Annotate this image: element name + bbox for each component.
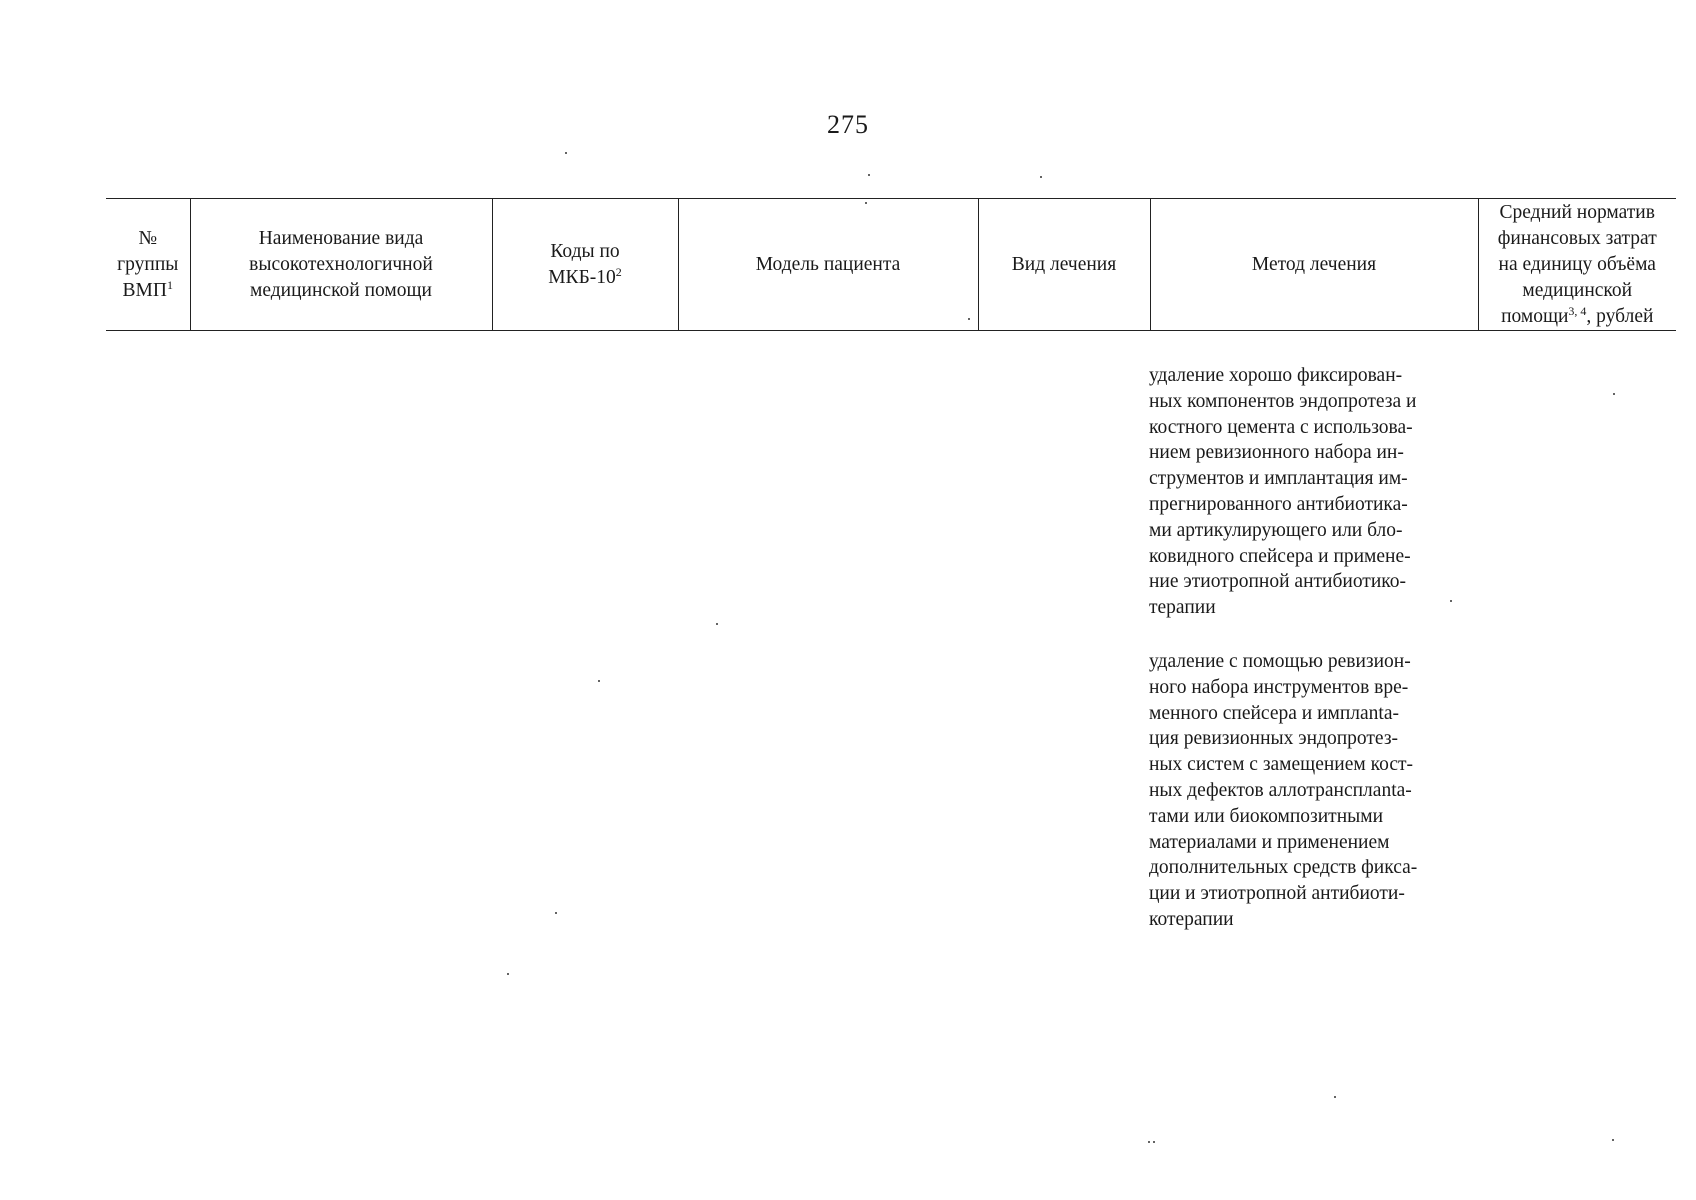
method-line: ние этиотропной антибиотико- bbox=[1149, 571, 1406, 593]
method-line: ми артикулирующего или бло- bbox=[1149, 519, 1403, 541]
scan-speck bbox=[1334, 1096, 1336, 1098]
header-average-cost: Средний норматив финансовых затрат на единицу объёма медицинской помощи$^{3, 4}$, рублей bbox=[1478, 199, 1676, 331]
method-line: ковидного спейсера и примене- bbox=[1149, 545, 1411, 567]
scan-speck bbox=[1612, 1139, 1614, 1141]
method-line: материалами и применением bbox=[1149, 831, 1390, 853]
method-line: ных дефектов аллотрансплanta- bbox=[1149, 779, 1412, 801]
scan-speck bbox=[1613, 393, 1615, 395]
method-line: менного спейсера и имплanta- bbox=[1149, 702, 1399, 724]
method-line: струментов и имплантация им- bbox=[1149, 468, 1408, 490]
scan-speck bbox=[555, 912, 557, 914]
method-line: ция ревизионных эндопротез- bbox=[1149, 728, 1399, 750]
header-group-number: № группы ВМП$^1$ bbox=[106, 199, 190, 331]
scan-speck bbox=[968, 318, 970, 320]
scan-speck bbox=[716, 623, 718, 625]
treatment-method-entry-1 bbox=[1149, 363, 1469, 621]
method-line: ных компонентов эндопротеза и bbox=[1149, 390, 1417, 412]
header-treatment-method: Метод лечения bbox=[1150, 199, 1478, 331]
method-line: прегнированного антибиотика- bbox=[1149, 493, 1408, 515]
scan-speck bbox=[865, 202, 867, 204]
method-line: котерапии bbox=[1149, 908, 1234, 930]
table-header bbox=[106, 198, 1676, 331]
header-icd-codes: Коды по МКБ-$10^2$ bbox=[492, 199, 678, 331]
method-line: ного набора инструментов вре- bbox=[1149, 676, 1409, 698]
scan-speck bbox=[1148, 1141, 1150, 1143]
method-line: удаление хорошо фиксирован- bbox=[1149, 365, 1403, 386]
scan-speck bbox=[1153, 1141, 1155, 1143]
scan-speck bbox=[868, 174, 870, 176]
method-line: костного цемента с использова- bbox=[1149, 416, 1413, 438]
treatment-method-entry-2 bbox=[1149, 649, 1469, 933]
header-treatment-type: Вид лечения bbox=[978, 199, 1150, 331]
header-care-type-name: Наименование вида высокотехнологичной медицинской помощи bbox=[190, 199, 492, 331]
scan-speck bbox=[1450, 600, 1452, 602]
method-line: ции и этиотропной антибиоти- bbox=[1149, 883, 1405, 905]
method-line: тами или биокомпозитными bbox=[1149, 805, 1384, 827]
scan-speck bbox=[507, 973, 509, 975]
method-line: удаление с помощью ревизион- bbox=[1149, 651, 1411, 672]
method-line: терапии bbox=[1149, 597, 1216, 619]
method-line: дополнительных средств фикса- bbox=[1149, 857, 1418, 879]
header-patient-model: Модель пациента bbox=[678, 199, 978, 331]
method-line: нием ревизионного набора ин- bbox=[1149, 442, 1404, 464]
scan-speck bbox=[1040, 176, 1042, 178]
page-number: 275 bbox=[827, 110, 869, 139]
scan-speck bbox=[598, 680, 600, 682]
scan-speck bbox=[565, 152, 567, 154]
method-line: ных систем с замещением кост- bbox=[1149, 754, 1413, 776]
